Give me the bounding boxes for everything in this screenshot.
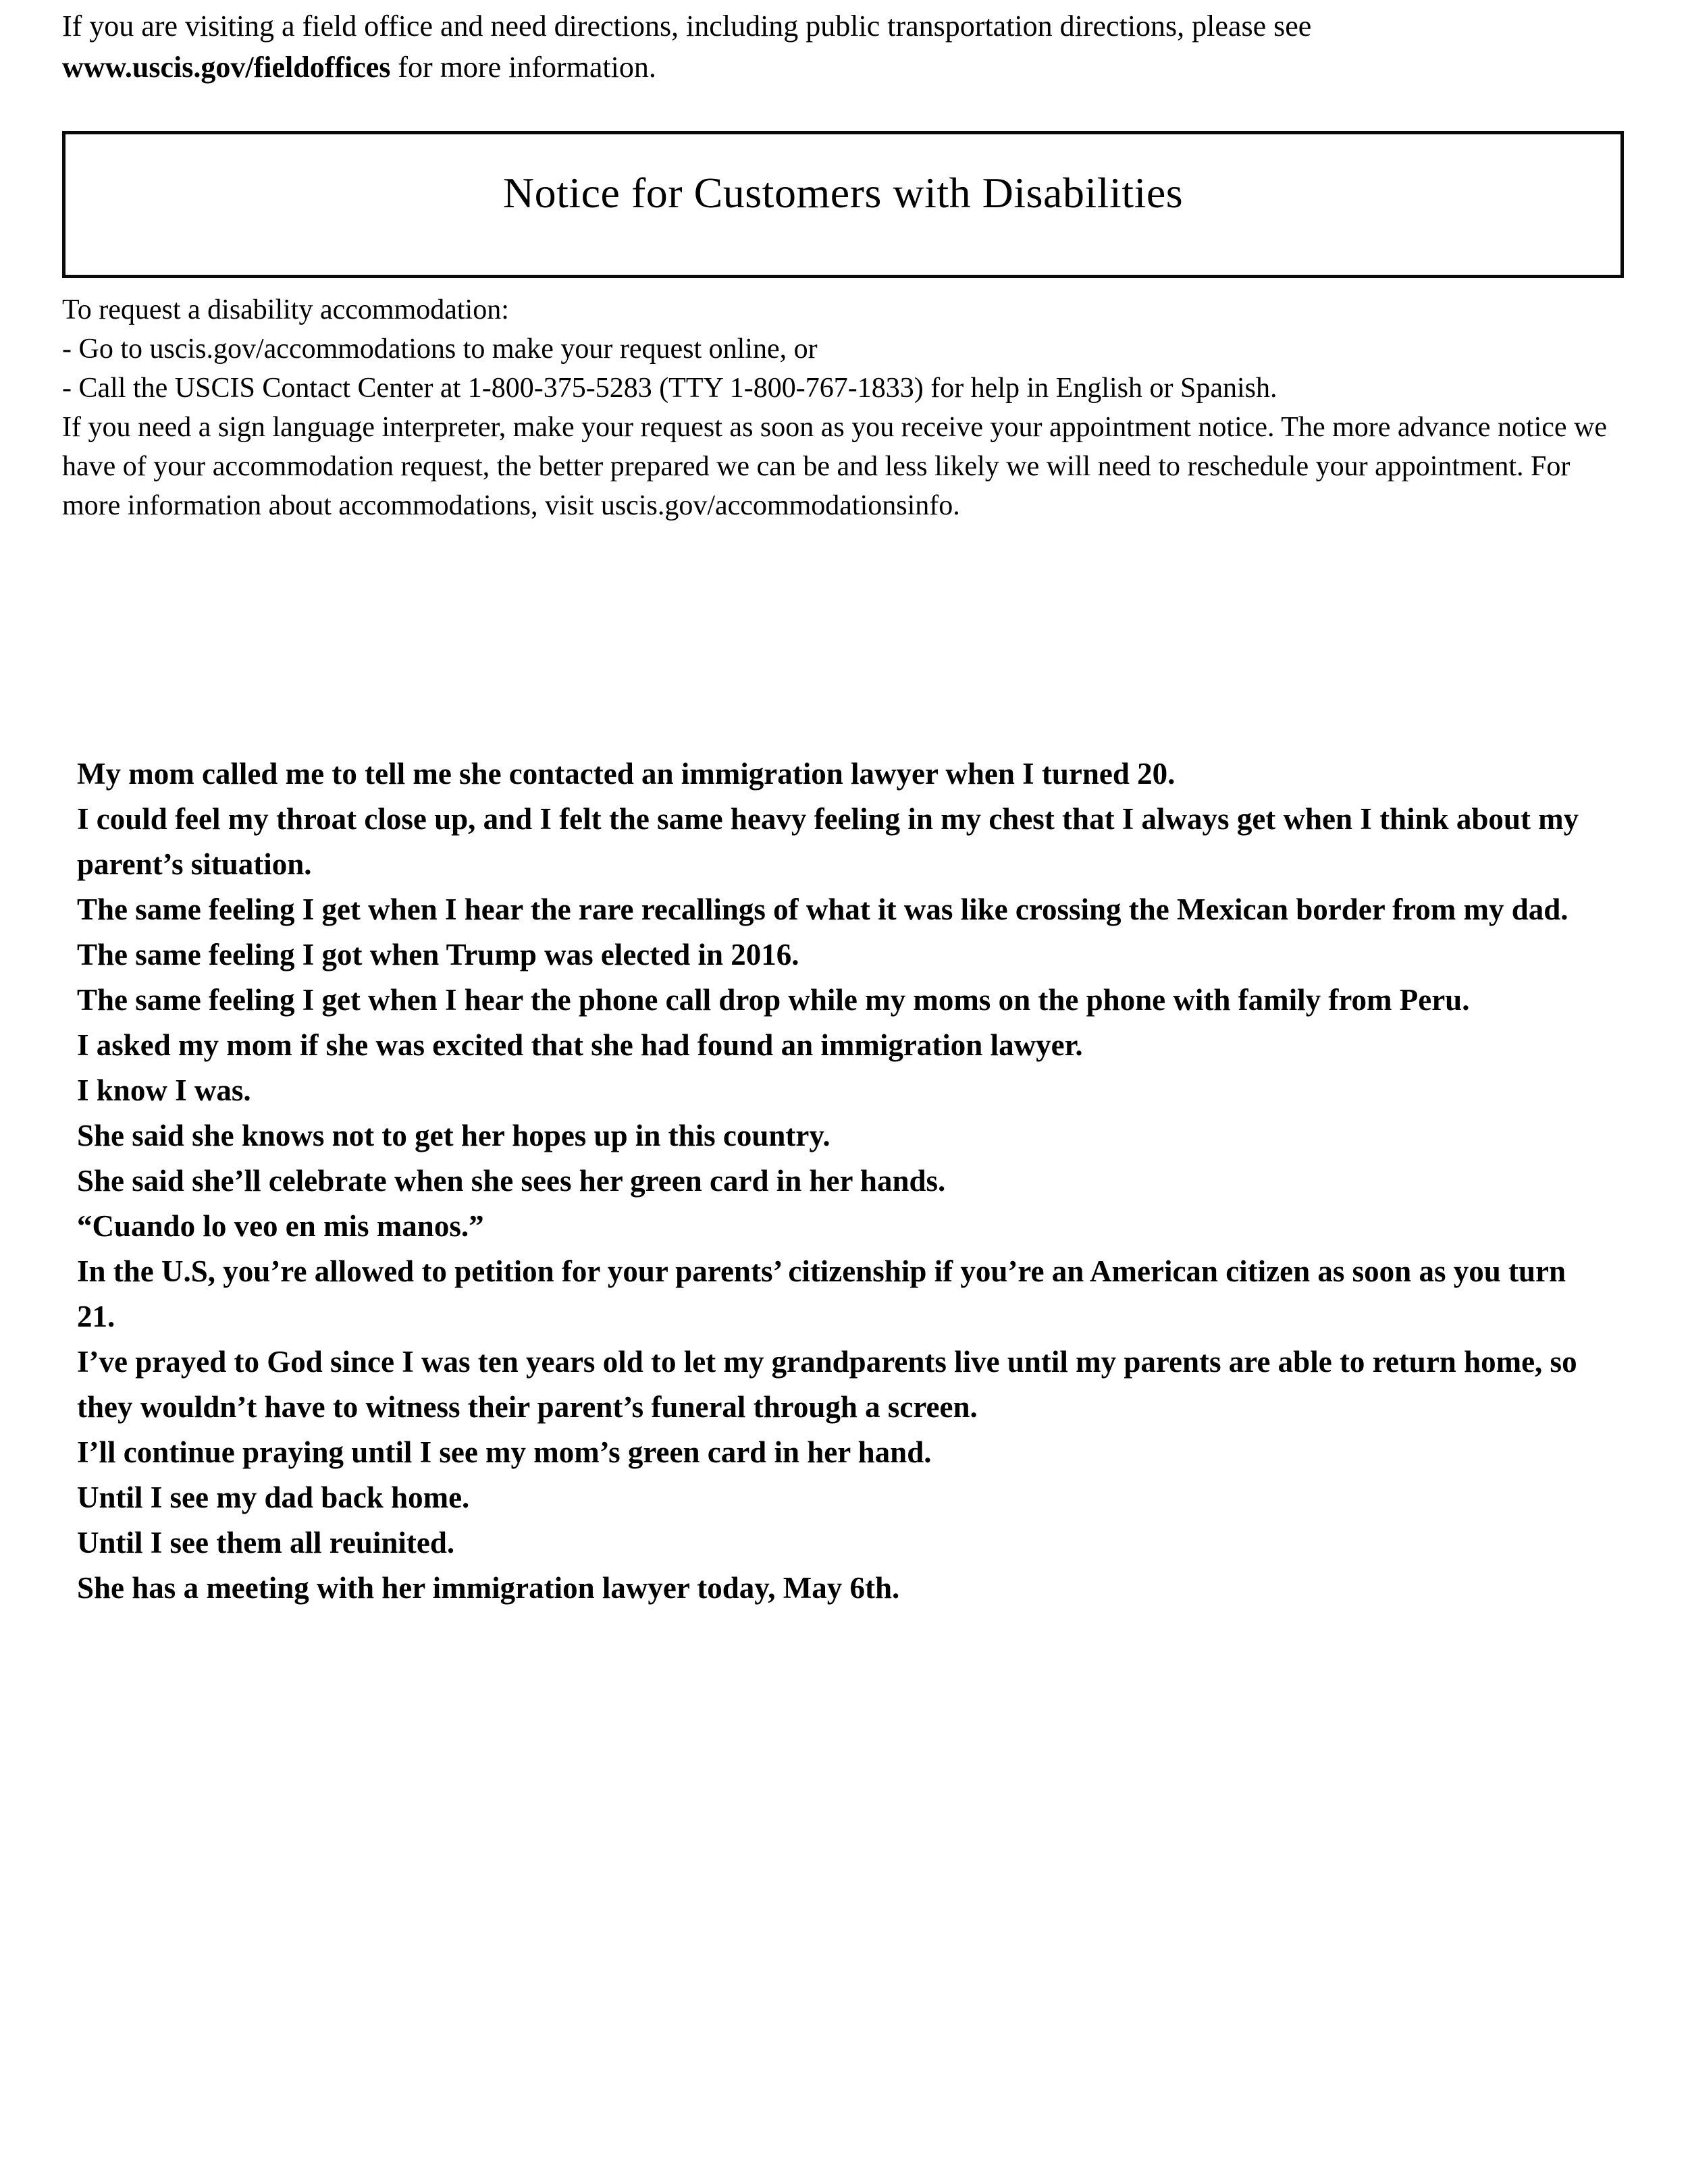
- narrative-line: The same feeling I get when I hear the rare recallings of what it was like crossing the Mexican border from my dad.: [77, 893, 1568, 926]
- accommodation-bullet-online: - Go to uscis.gov/accommodations to make your request online, or: [62, 334, 818, 365]
- narrative-line: I’ll continue praying until I see my mom’s green card in her hand.: [77, 1435, 932, 1469]
- narrative-line: “Cuando lo veo en mis manos.”: [77, 1209, 484, 1243]
- notice-heading-title: Notice for Customers with Disabilities: [502, 169, 1184, 217]
- narrative-line: She has a meeting with her immigration lawyer today, May 6th.: [77, 1571, 900, 1605]
- narrative-line: In the U.S, you’re allowed to petition for your parents’ citizenship if you’re an American citizen as soon as you turn 21.: [77, 1254, 1566, 1333]
- accommodation-block: [62, 290, 1629, 525]
- narrative-line: The same feeling I got when Trump was elected in 2016.: [77, 938, 799, 971]
- narrative-line: I’ve prayed to God since I was ten years old to let my grandparents live until my parents are able to return home, so they wouldn’t have to witness their parent’s funeral through a screen.: [77, 1345, 1577, 1424]
- intro-text-after: for more information.: [390, 51, 656, 84]
- narrative-line: She said she’ll celebrate when she sees her green card in her hands.: [77, 1164, 946, 1198]
- uscis-fieldoffices-url: www.uscis.gov/fieldoffices: [62, 51, 391, 84]
- accommodation-heading: To request a disability accommodation:: [62, 294, 509, 325]
- intro-text-before: If you are visiting a field office and need directions, including public transportation directions, please see: [62, 9, 1312, 43]
- narrative-line: I could feel my throat close up, and I felt the same heavy feeling in my chest that I always get when I think about my parent’s situation.: [77, 802, 1579, 881]
- narrative-line: Until I see them all reuinited.: [77, 1526, 455, 1560]
- narrative-line: My mom called me to tell me she contacted an immigration lawyer when I turned 20.: [77, 757, 1176, 791]
- narrative-line: She said she knows not to get her hopes up in this country.: [77, 1119, 830, 1152]
- accommodation-paragraph: If you need a sign language interpreter, make your request as soon as you receive your appointment notice. The more advance notice we have of your accommodation request, the better prepared we can be and less likely we will need to reschedule your appointment. For more information about accommodations, visit uscis.gov/accommodationsinfo.: [62, 412, 1608, 521]
- narrative-line: I know I was.: [77, 1073, 251, 1107]
- notice-heading-box: [62, 131, 1624, 278]
- accommodation-bullet-phone: - Call the USCIS Contact Center at 1-800-375-5283 (TTY 1-800-767-1833) for help in English or Spanish.: [62, 373, 1277, 404]
- narrative-block: [77, 751, 1593, 1611]
- narrative-line: Until I see my dad back home.: [77, 1481, 470, 1514]
- narrative-line: I asked my mom if she was excited that she had found an immigration lawyer.: [77, 1028, 1083, 1062]
- intro-paragraph: [62, 5, 1585, 88]
- narrative-line: The same feeling I get when I hear the phone call drop while my moms on the phone with family from Peru.: [77, 983, 1470, 1017]
